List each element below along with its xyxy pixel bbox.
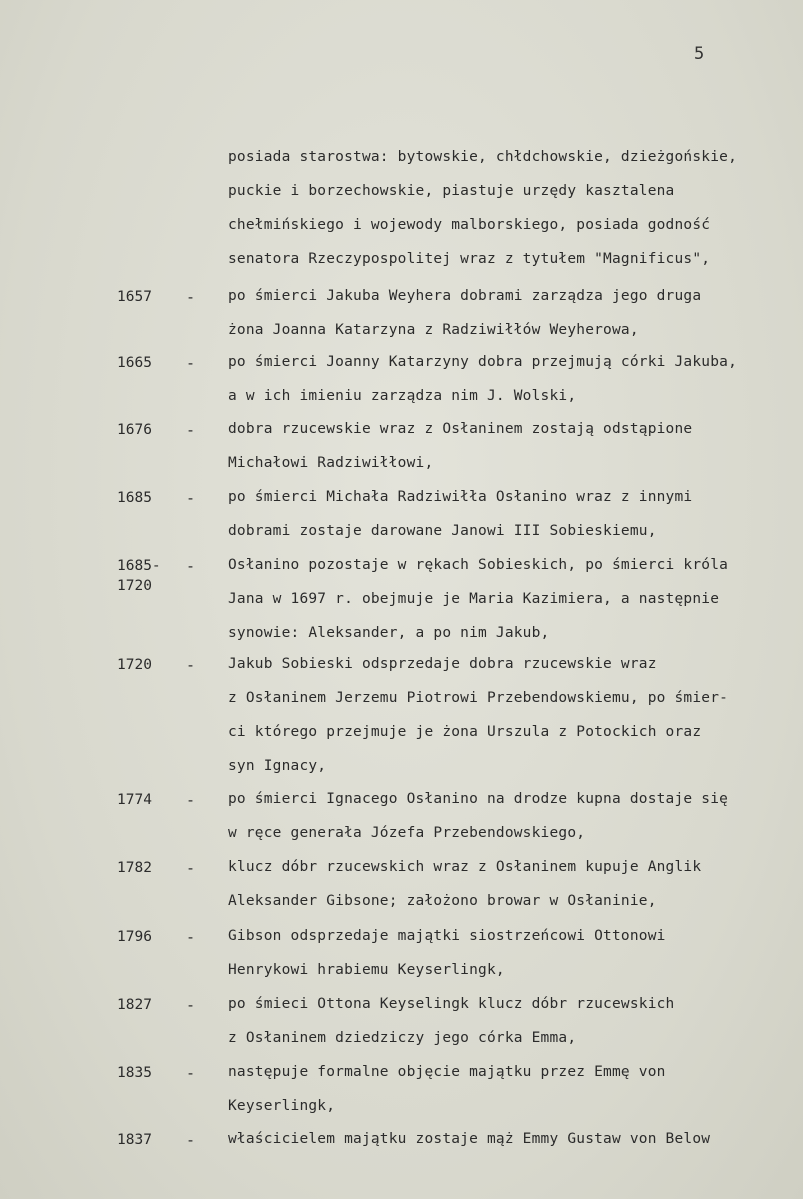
entry-text — [228, 782, 798, 850]
entry-dash: - — [186, 557, 196, 575]
entry-dash: - — [186, 421, 196, 439]
entry-year: 1657 — [117, 289, 152, 305]
entry-text — [228, 919, 798, 987]
entry-line: a w ich imieniu zarządza nim J. Wolski, — [228, 388, 577, 404]
entry-line: synowie: Aleksander, a po nim Jakub, — [228, 625, 550, 641]
intro-line: senatora Rzeczypospolitej wraz z tytułem "Magnificus", — [228, 251, 711, 267]
entry-text — [228, 548, 798, 650]
entry-dash: - — [186, 354, 196, 372]
entry-dash: - — [186, 996, 196, 1014]
entry-year: 1665 — [117, 355, 152, 371]
entry-text — [228, 647, 798, 783]
entry-line: właścicielem majątku zostaje mąż Emmy Gustaw von Below — [228, 1131, 711, 1147]
entry-line: Gibson odsprzedaje majątki siostrzeńcowi Ottonowi — [228, 928, 666, 944]
entry-line: klucz dóbr rzucewskich wraz z Osłaninem kupuje Anglik — [228, 859, 702, 875]
intro-paragraph — [228, 140, 798, 276]
entry-year: 1835 — [117, 1065, 152, 1081]
entry-line: po śmierci Michała Radziwiłła Osłanino wraz z innymi — [228, 489, 693, 505]
entry-line: Jakub Sobieski odsprzedaje dobra rzucewskie wraz — [228, 656, 657, 672]
entry-line: Osłanino pozostaje w rękach Sobieskich, po śmierci króla — [228, 557, 729, 573]
entry-text — [228, 1055, 798, 1123]
entry-year: 1720 — [117, 657, 152, 673]
entry-dash: - — [186, 656, 196, 674]
entry-line: po śmierci Joanny Katarzyny dobra przejmują córki Jakuba, — [228, 354, 737, 370]
entry-text — [228, 480, 798, 548]
entry-dash: - — [186, 489, 196, 507]
entry-year: 1774 — [117, 792, 152, 808]
intro-line: posiada starostwa: bytowskie, chłdchowskie, dzieżgońskie, — [228, 149, 737, 165]
entry-text — [228, 345, 798, 413]
entry-line: Aleksander Gibsone; założono browar w Osłaninie, — [228, 893, 657, 909]
entry-dash: - — [186, 1131, 196, 1149]
entry-line: Jana w 1697 r. obejmuje je Maria Kazimiera, a następnie — [228, 591, 720, 607]
intro-line: puckie i borzechowskie, piastuje urzędy kasztalena — [228, 183, 675, 199]
entry-dash: - — [186, 928, 196, 946]
entry-line: ci którego przejmuje je żona Urszula z Potockich oraz — [228, 724, 702, 740]
entry-year: 1782 — [117, 860, 152, 876]
entry-year: 1837 — [117, 1132, 152, 1148]
entry-line: żona Joanna Katarzyna z Radziwiłłów Weyherowa, — [228, 322, 639, 338]
intro-line: chełmińskiego i wojewody malborskiego, posiada godność — [228, 217, 711, 233]
entry-line: z Osłaninem dziedziczy jego córka Emma, — [228, 1030, 577, 1046]
entry-text — [228, 412, 798, 480]
entry-line: po śmieci Ottona Keyselingk klucz dóbr rzucewskich — [228, 996, 675, 1012]
entry-line: Michałowi Radziwiłłowi, — [228, 455, 434, 471]
entry-line: z Osłaninem Jerzemu Piotrowi Przebendowskiemu, po śmier- — [228, 690, 729, 706]
entry-dash: - — [186, 1064, 196, 1082]
entry-text — [228, 987, 798, 1055]
page-number: 5 — [694, 44, 705, 64]
entry-year: 1827 — [117, 997, 152, 1013]
entry-dash: - — [186, 859, 196, 877]
entry-year: 1685 — [117, 490, 152, 506]
entry-line: po śmierci Ignacego Osłanino na drodze kupna dostaje się — [228, 791, 729, 807]
entry-dash: - — [186, 791, 196, 809]
entry-line: w ręce generała Józefa Przebendowskiego, — [228, 825, 586, 841]
entry-line: po śmierci Jakuba Weyhera dobrami zarządza jego druga — [228, 288, 702, 304]
entry-text — [228, 850, 798, 918]
entry-dash: - — [186, 288, 196, 306]
entry-year: 1685- 1720 — [117, 558, 161, 594]
entry-line: dobrami zostaje darowane Janowi III Sobieskiemu, — [228, 523, 657, 539]
entry-year: 1796 — [117, 929, 152, 945]
entry-text — [228, 279, 798, 347]
entry-text — [228, 1122, 798, 1156]
entry-line: następuje formalne objęcie majątku przez Emmę von — [228, 1064, 666, 1080]
entry-year: 1676 — [117, 422, 152, 438]
entry-line: syn Ignacy, — [228, 758, 327, 774]
entry-line: dobra rzucewskie wraz z Osłaninem zostają odstąpione — [228, 421, 693, 437]
entry-line: Keyserlingk, — [228, 1098, 336, 1114]
entry-line: Henrykowi hrabiemu Keyserlingk, — [228, 962, 505, 978]
